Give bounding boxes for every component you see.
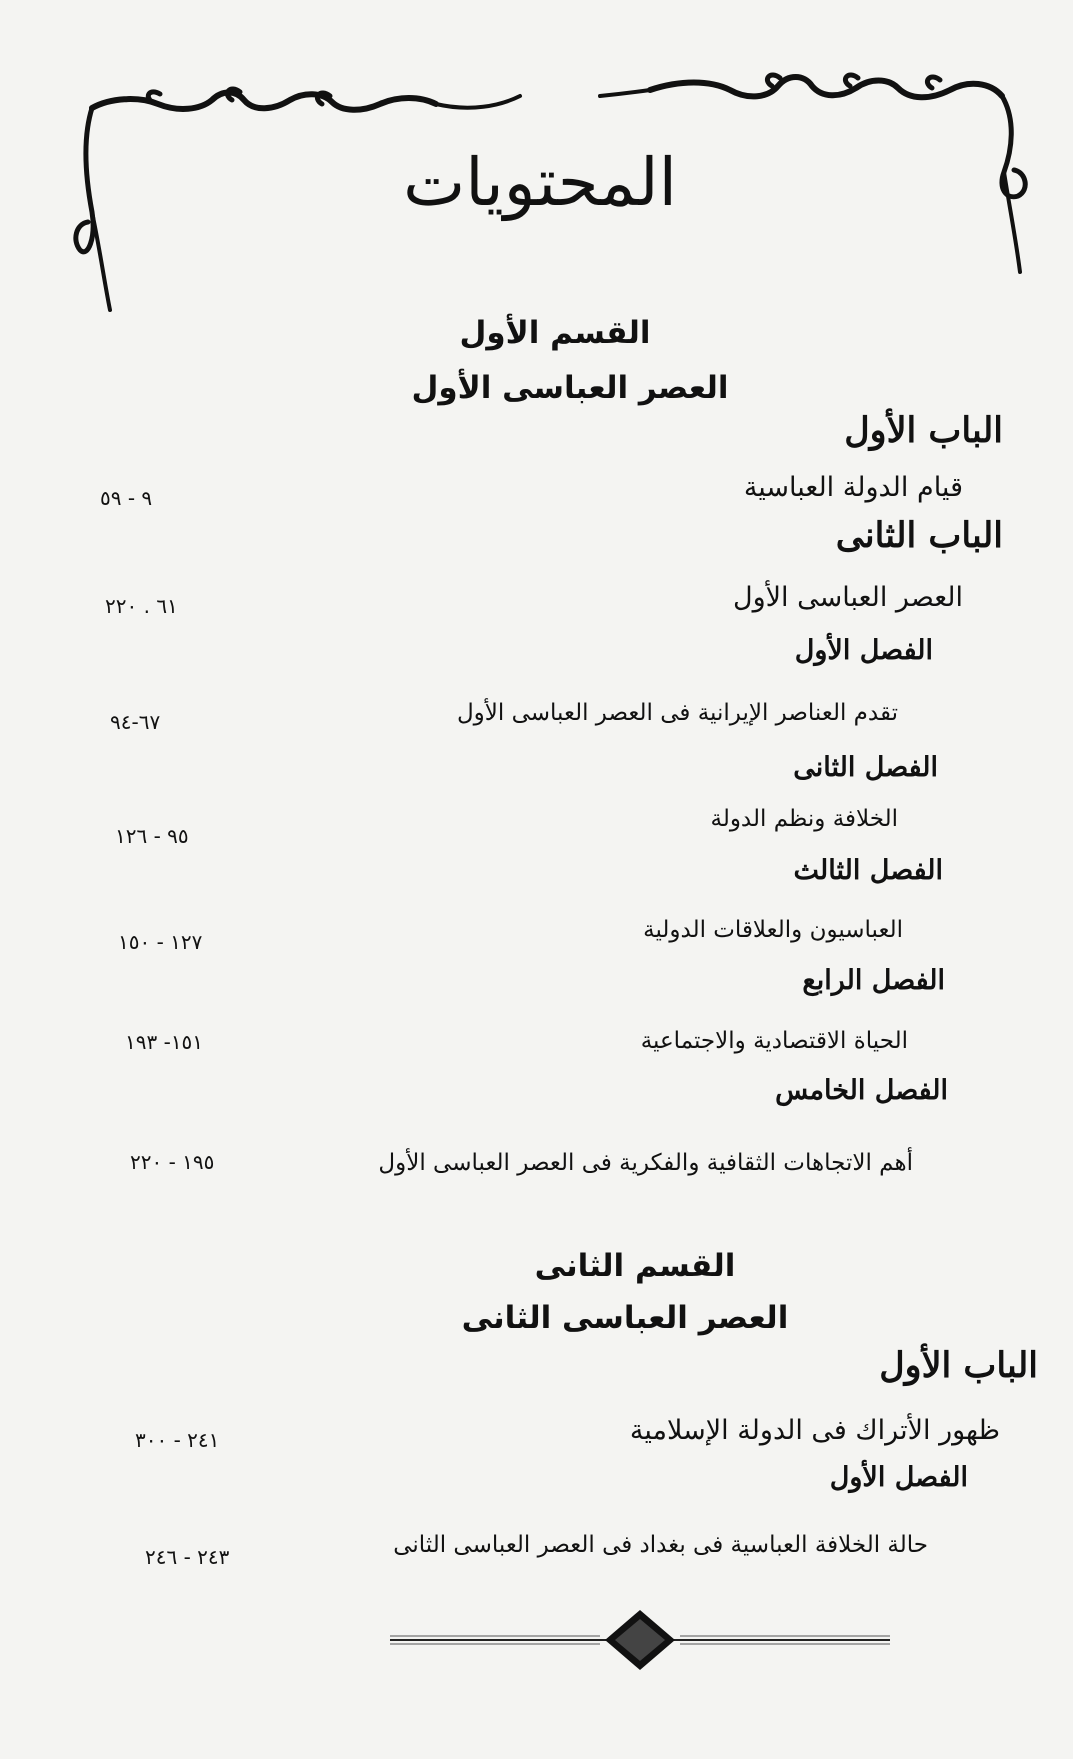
- part1-chapter3-pages: ١٢٧ - ١٥٠: [118, 930, 203, 954]
- part1-title: القسم الأول: [459, 315, 651, 351]
- part2-chapter1-pages: ٢٤٣ - ٢٤٦: [145, 1545, 230, 1569]
- part1-bab2-entry: العصر العباسى الأول: [732, 582, 963, 613]
- part2-bab1-entry: ظهور الأتراك فى الدولة الإسلامية: [629, 1415, 1000, 1446]
- part2-chapter1-title: الفصل الأول: [829, 1462, 968, 1493]
- part1-chapter5-entry: أهم الاتجاهات الثقافية والفكرية فى العصر العباسى الأول: [378, 1150, 913, 1176]
- part1-chapter3-entry: العباسيون والعلاقات الدولية: [643, 917, 903, 943]
- part1-chapter4-title: الفصل الرابع: [802, 965, 945, 996]
- part2-title: القسم الثانى: [534, 1248, 736, 1284]
- part1-bab1-pages: ٩ - ٥٩: [100, 486, 153, 510]
- part1-chapter2-pages: ٩٥ - ١٢٦: [115, 824, 189, 848]
- contents-heading: المحتويات: [403, 144, 677, 221]
- part2-chapter1-entry: حالة الخلافة العباسية فى بغداد فى العصر العباسى الثانى: [393, 1532, 928, 1558]
- decorative-footer-divider: [380, 1605, 900, 1675]
- part1-chapter1-pages: ٦٧-٩٤: [110, 710, 161, 734]
- part1-chapter2-title: الفصل الثانى: [793, 752, 938, 783]
- part1-chapter1-title: الفصل الأول: [794, 635, 933, 666]
- part1-bab1-title: الباب الأول: [844, 410, 1003, 451]
- part1-chapter4-pages: ١٥١- ١٩٣: [125, 1030, 204, 1054]
- part1-chapter1-entry: تقدم العناصر الإيرانية فى العصر العباسى الأول: [456, 700, 898, 726]
- part1-subtitle: العصر العباسى الأول: [411, 370, 729, 406]
- part1-chapter4-entry: الحياة الاقتصادية والاجتماعية: [640, 1028, 908, 1054]
- part1-chapter2-entry: الخلافة ونظم الدولة: [710, 806, 898, 832]
- part1-bab2-title: الباب الثانى: [835, 515, 1003, 556]
- part2-bab1-title: الباب الأول: [879, 1345, 1038, 1386]
- part2-subtitle: العصر العباسى الثانى: [461, 1300, 789, 1336]
- part2-bab1-pages: ٢٤١ - ٣٠٠: [135, 1428, 220, 1452]
- part1-bab1-entry: قيام الدولة العباسية: [743, 472, 963, 503]
- part1-bab2-pages: ٦١ . ٢٢٠: [105, 594, 178, 618]
- part1-chapter5-pages: ١٩٥ - ٢٢٠: [130, 1150, 215, 1174]
- part1-chapter3-title: الفصل الثالث: [793, 855, 943, 886]
- part1-chapter5-title: الفصل الخامس: [775, 1075, 948, 1106]
